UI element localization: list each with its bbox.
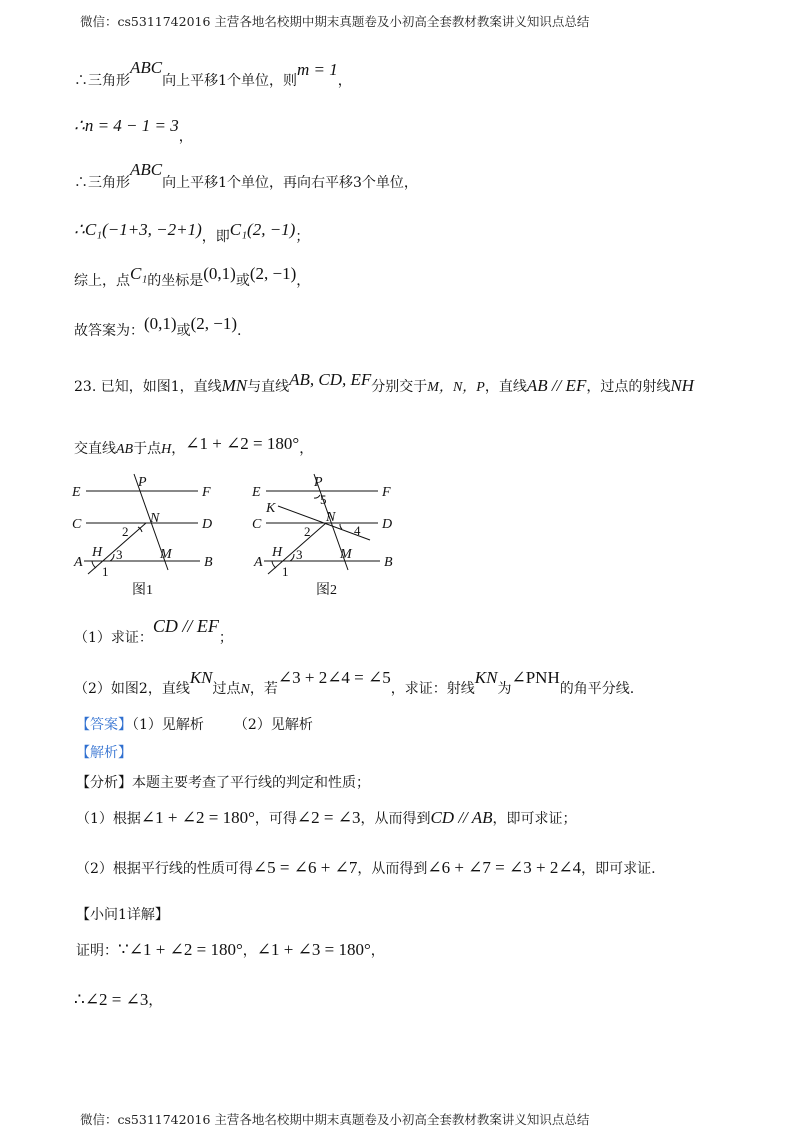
q23-part-2	[74, 668, 635, 697]
math-eq: ∠5 = ∠6 + ∠7	[252, 858, 358, 877]
label-N: N	[150, 511, 160, 526]
label-angle-1: 1	[102, 564, 109, 579]
math-eq: CD // EF	[152, 616, 219, 636]
text: ，	[299, 441, 314, 457]
text: 为	[497, 681, 512, 697]
math-pts: M，N，P	[427, 380, 485, 395]
math-b: (2, −1)	[190, 314, 237, 333]
math-pnh: ∠PNH	[511, 668, 560, 687]
math-abc: ABC	[130, 160, 163, 179]
text: 于点	[133, 441, 162, 457]
text: 过点	[212, 681, 241, 697]
answer-line	[76, 714, 313, 734]
math-n: N	[240, 682, 250, 697]
sol-line-2	[74, 116, 193, 145]
math-a: (0,1)	[144, 314, 177, 333]
text: ，若	[249, 681, 278, 697]
label-C: C	[252, 517, 262, 532]
text: ，即可求证；	[492, 811, 577, 827]
label-angle-5: 5	[320, 492, 327, 507]
math-kn: KN	[474, 668, 498, 687]
label-M: M	[160, 547, 172, 562]
math-abc: ABC	[130, 58, 163, 77]
label-A: A	[74, 555, 83, 570]
text: 23. 已知，如图1，直线	[74, 379, 222, 395]
sol-line-6	[74, 314, 242, 340]
text: 或	[176, 323, 191, 339]
text: ；	[295, 229, 310, 245]
figure-1-caption: 图1	[132, 583, 153, 598]
text: 向上平移1个单位，则	[162, 73, 298, 89]
label-angle-2: 2	[304, 524, 311, 539]
text: （1）求证：	[74, 630, 153, 646]
math-eq: C₁(2, −1)	[229, 220, 296, 239]
math-eq: ∴C₁(−1+3, −2+1)	[74, 220, 202, 239]
text: ，过点的射线	[586, 379, 671, 395]
text: （2）如图2，直线	[74, 681, 190, 697]
text: ，直线	[484, 379, 527, 395]
figure-2	[250, 470, 410, 600]
label-F: F	[382, 485, 391, 500]
text: 或	[235, 273, 250, 289]
angle-arc-4	[340, 524, 342, 529]
answer-2: （2）见解析	[233, 717, 313, 733]
sol-line-4	[74, 220, 310, 245]
answer-1: （1）见解析	[132, 717, 204, 733]
text: .	[237, 323, 242, 339]
text: ，可得	[254, 811, 297, 827]
label-angle-3: 3	[296, 547, 303, 562]
label-P: P	[314, 475, 323, 490]
label-E: E	[252, 485, 261, 500]
math-eq: ∠2 = ∠3	[296, 808, 361, 827]
angle-arc-1	[92, 561, 96, 568]
q23-line-1	[74, 370, 694, 396]
sub-heading-1: 【小问1详解】	[76, 907, 169, 923]
text: ，	[337, 73, 352, 89]
page-footer: 微信：cs5311742016 主营各地名校期中期末真题卷及小初高全套教材教案讲义知识点总结	[80, 1112, 590, 1127]
text: 证明：	[76, 943, 118, 959]
math-h: H	[161, 442, 172, 457]
label-D: D	[382, 517, 393, 532]
text: 向上平移1个单位，再向右平移3个单位，	[162, 175, 418, 191]
text: 综上，点	[74, 273, 130, 289]
math-ab: AB	[116, 442, 134, 457]
text: ，从而得到	[360, 811, 431, 827]
label-P: P	[138, 475, 147, 490]
math-eq: ∠3 + 2∠4 = ∠5	[277, 668, 391, 687]
text: 与直线	[247, 379, 290, 395]
label-angle-1: 1	[282, 564, 289, 579]
proof-line-1	[76, 940, 385, 960]
math-eq: ∴n = 4 − 1 = 3	[74, 116, 179, 135]
label-H: H	[92, 545, 103, 560]
text: ，	[148, 993, 163, 1009]
label-E: E	[72, 485, 81, 500]
math-nh: NH	[670, 376, 694, 395]
label-A: A	[254, 555, 263, 570]
text: ，	[178, 129, 193, 145]
math-eq: ∴∠2 = ∠3	[74, 990, 149, 1009]
text: ∴三角形	[74, 175, 130, 191]
text: 的角平分线.	[559, 681, 635, 697]
fenxi-line	[76, 772, 370, 792]
answer-tag: 【答案】	[76, 717, 132, 733]
text: ，	[242, 943, 257, 959]
sol-line-1	[74, 58, 352, 90]
text: 本题主要考查了平行线的判定和性质；	[132, 775, 370, 791]
label-F: F	[202, 485, 211, 500]
angle-arc-3	[110, 554, 114, 561]
text: （2）根据平行线的性质可得	[76, 861, 253, 877]
angle-arc-1	[272, 561, 276, 568]
sol-line-3	[74, 160, 418, 192]
label-K: K	[266, 501, 276, 516]
math-b: (2, −1)	[249, 264, 297, 283]
q23-line-2	[74, 434, 314, 458]
angle-arc-3	[290, 554, 294, 561]
math-eq: ∠1 + ∠2 = 180°	[185, 434, 300, 453]
label-C: C	[72, 517, 82, 532]
text: ，从而得到	[357, 861, 428, 877]
math-eq: CD // AB	[430, 808, 493, 827]
text: 故答案为：	[74, 323, 144, 339]
math-a: (0,1)	[203, 264, 236, 283]
text: ；	[218, 630, 233, 646]
label-M: M	[340, 547, 352, 562]
figure-1	[70, 470, 230, 600]
label-N: N	[326, 510, 336, 525]
text: （1）根据	[76, 811, 141, 827]
fenxi-tag: 【分析】	[76, 775, 132, 791]
math-eq: m = 1	[297, 60, 338, 79]
math-eq: ∠6 + ∠7 = ∠3 + 2∠4	[427, 858, 582, 877]
text: ，即可求证.	[581, 861, 656, 877]
proof-line-2	[74, 990, 162, 1010]
text: ，	[370, 943, 385, 959]
math-par: AB // EF	[526, 376, 587, 395]
math-kn: KN	[189, 668, 213, 687]
analysis-1	[76, 808, 577, 828]
q23-part-1	[74, 616, 233, 646]
text: 分别交于	[371, 379, 428, 395]
analysis-tag: 【解析】	[76, 745, 132, 761]
math-eq: ∠1 + ∠3 = 180°	[256, 940, 371, 959]
text: 的坐标是	[147, 273, 204, 289]
math-eq: ∠1 + ∠2 = 180°	[140, 808, 255, 827]
text: ，即	[201, 229, 230, 245]
label-angle-2: 2	[122, 524, 129, 539]
figure-2-caption: 图2	[316, 583, 337, 598]
analysis-2	[76, 858, 656, 878]
text: ，	[171, 441, 186, 457]
label-H: H	[272, 545, 283, 560]
label-angle-3: 3	[116, 547, 123, 562]
math-eq: ∵∠1 + ∠2 = 180°	[118, 940, 243, 959]
label-D: D	[202, 517, 213, 532]
label-B: B	[204, 555, 213, 570]
text: 交直线	[74, 441, 116, 457]
math-mn: MN	[221, 376, 248, 395]
text: ，求证：射线	[390, 681, 475, 697]
label-angle-4: 4	[354, 523, 361, 538]
text: ∴三角形	[74, 73, 130, 89]
sol-line-5	[74, 264, 311, 290]
page-header: 微信：cs5311742016 主营各地名校期中期末真题卷及小初高全套教材教案讲义知识点总结	[80, 14, 590, 29]
math-c1: C₁	[130, 264, 148, 283]
label-B: B	[384, 555, 393, 570]
text: ，	[296, 273, 311, 289]
math-lines: AB, CD, EF	[289, 370, 372, 389]
